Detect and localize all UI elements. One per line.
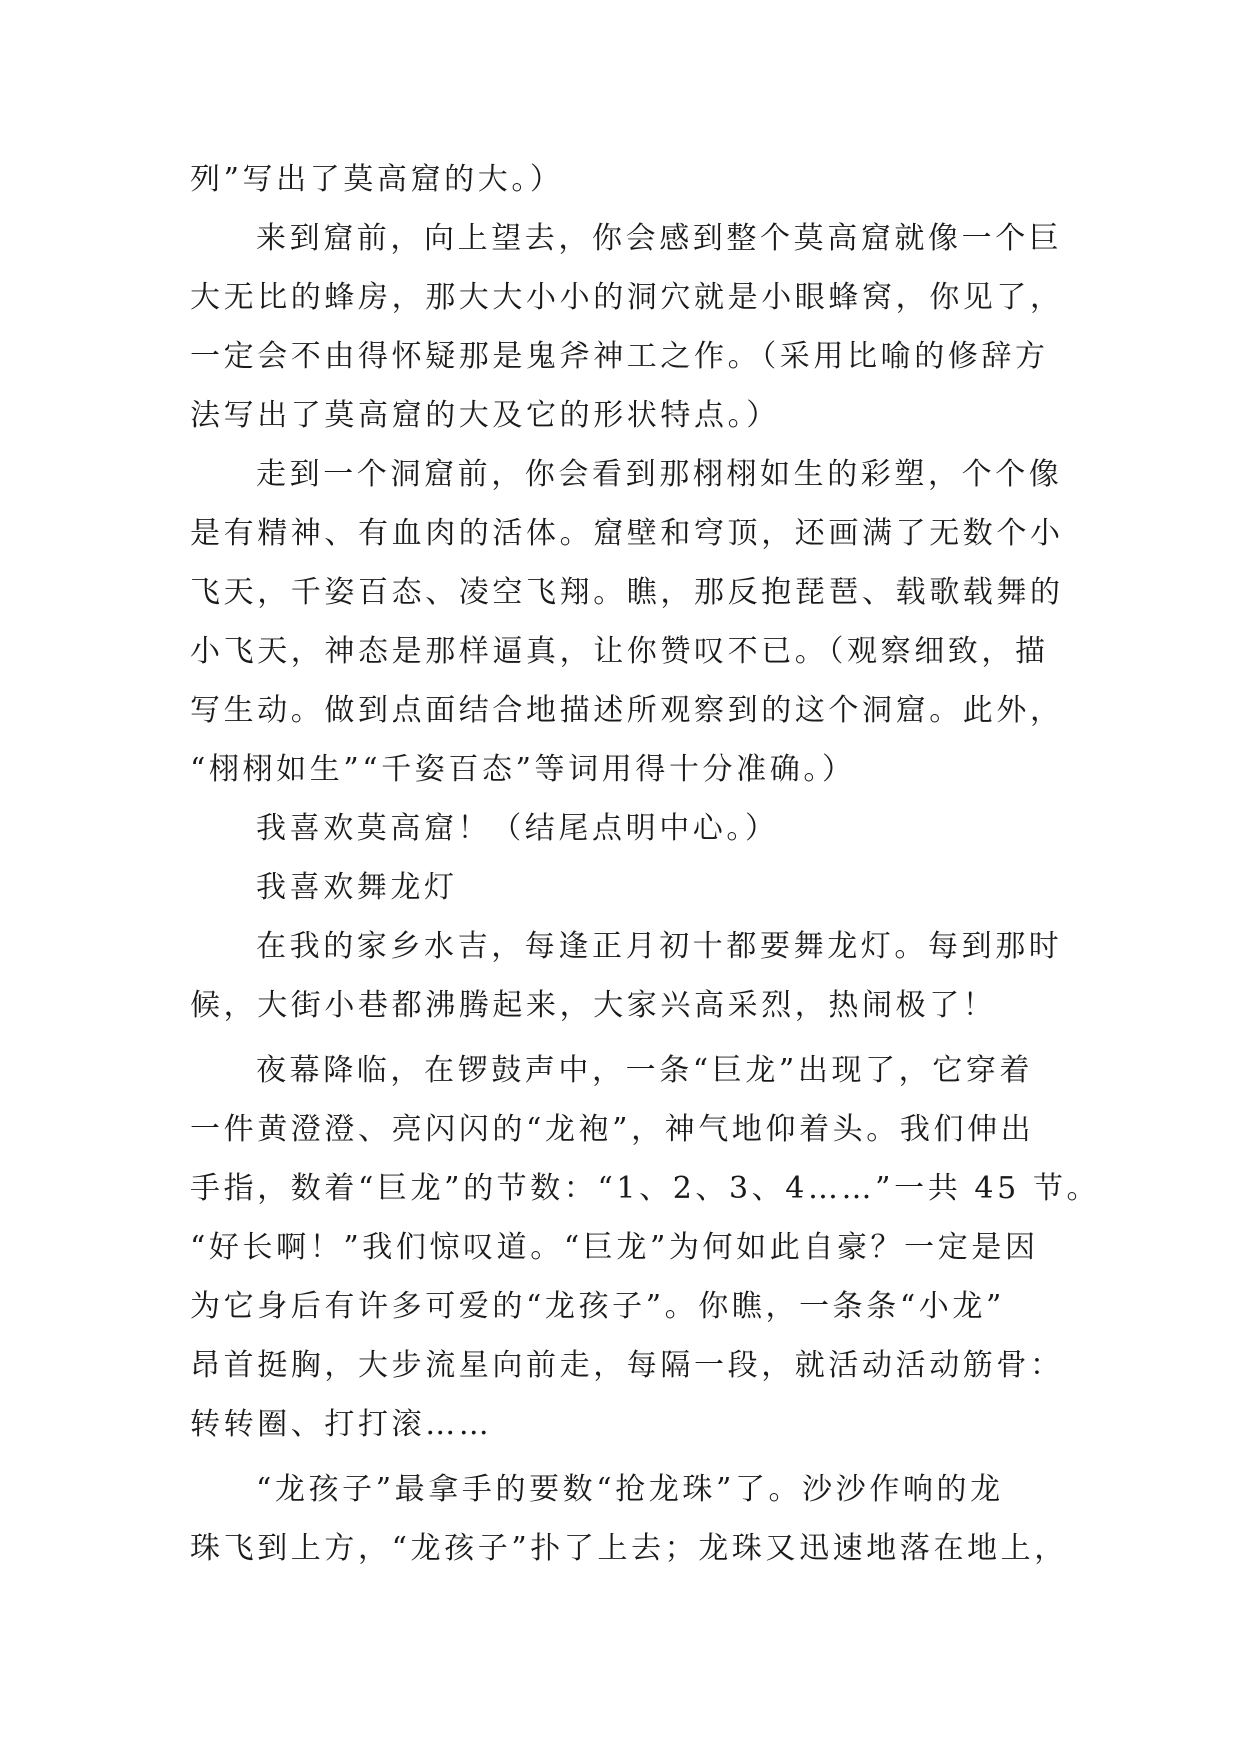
text-line: 候，大街小巷都沸腾起来，大家兴高采烈，热闹极了！ [190,988,997,1023]
text-line: 大无比的蜂房，那大大小小的洞穴就是小眼蜂窝，你见了， [190,280,1064,315]
text-line: 转转圈、打打滚…… [190,1407,493,1442]
text-line: “栩栩如生”“千姿百态”等词用得十分准确。） [190,752,856,787]
section-title: 我喜欢舞龙灯 [256,870,458,905]
text-line: 列”写出了莫高窟的大。） [190,162,564,197]
paragraph-start-line: “龙孩子”最拿手的要数“抢龙珠”了。沙沙作响的龙 [256,1472,1004,1507]
text-line: 是有精神、有血肉的活体。窟壁和穹顶，还画满了无数个小 [190,516,1064,551]
paragraph-start-line: 夜幕降临，在锣鼓声中，一条“巨龙”出现了，它穿着 [256,1053,1034,1088]
text-line: 飞天，千姿百态、凌空飞翔。瞧，那反抱琵琶、载歌载舞的 [190,575,1064,610]
document-body [190,150,1101,1578]
text-line: 法写出了莫高窟的大及它的形状特点。） [190,398,780,433]
text-line: “好长啊！”我们惊叹道。“巨龙”为何如此自豪？一定是因 [190,1230,1039,1265]
paragraph-start-line: 走到一个洞窟前，你会看到那栩栩如生的彩塑，个个像 [256,457,1063,492]
text-line: 昂首挺胸，大步流星向前走，每隔一段，就活动活动筋骨： [190,1348,1064,1383]
text-line: 小飞天，神态是那样逼真，让你赞叹不已。（观察细致，描 [190,634,1049,669]
paragraph-start-line: 在我的家乡水吉，每逢正月初十都要舞龙灯。每到那时 [256,929,1063,964]
paragraph-start-line: 我喜欢莫高窟！（结尾点明中心。） [256,811,779,846]
paragraph-start-line: 来到窟前，向上望去，你会感到整个莫高窟就像一个巨 [256,221,1063,256]
text-line: 一定会不由得怀疑那是鬼斧神工之作。（采用比喻的修辞方 [190,339,1049,374]
text-line: 手指，数着“巨龙”的节数：“1、2、3、4……”一共 45 节。 [190,1171,1101,1206]
text-line: 为它身后有许多可爱的“龙孩子”。你瞧，一条条“小龙” [190,1289,1005,1324]
text-line: 一件黄澄澄、亮闪闪的“龙袍”，神气地仰着头。我们伸出 [190,1112,1035,1147]
text-line: 珠飞到上方，“龙孩子”扑了上去；龙珠又迅速地落在地上， [190,1531,1068,1566]
text-line: 写生动。做到点面结合地描述所观察到的这个洞窟。此外， [190,693,1064,728]
